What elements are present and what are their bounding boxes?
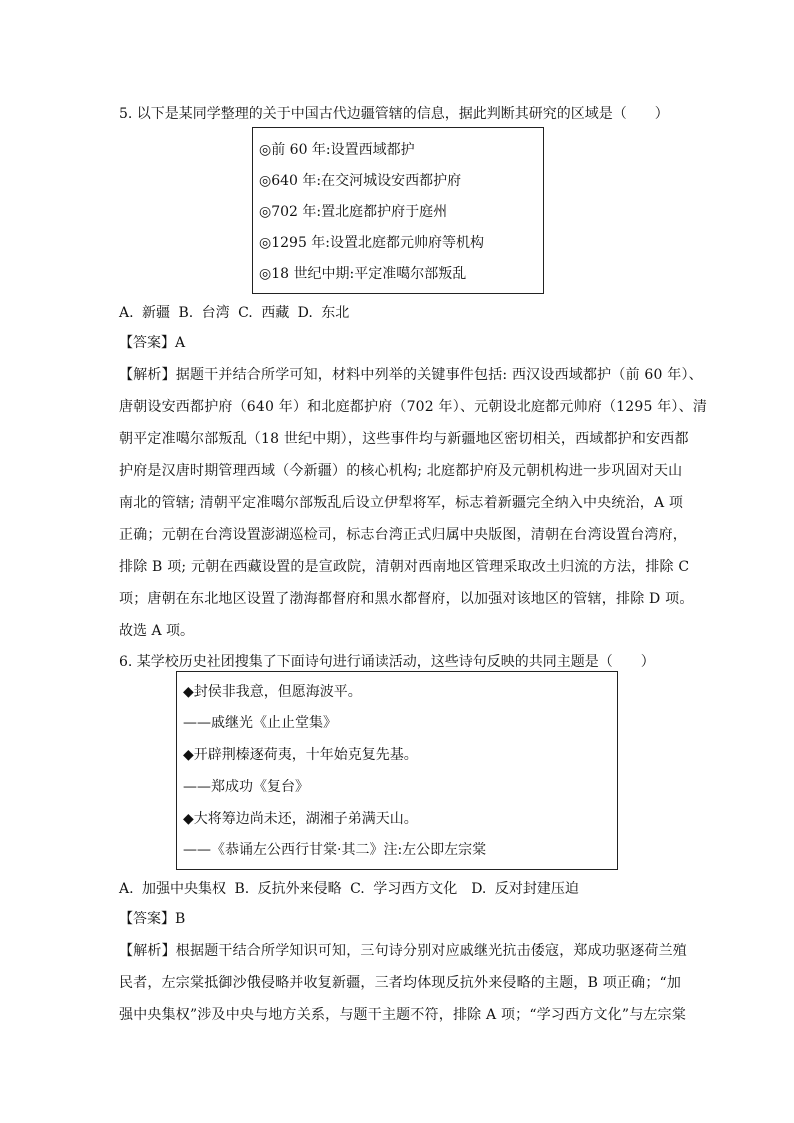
q5-box-line: ◎640 年:在交河城设安西都护府: [259, 173, 462, 189]
q5-analysis-line: 排除 B 项; 元朝在西藏设置的是宣政院，清朝对西南地区管理采取改土归流的方法，排除 C: [119, 559, 690, 575]
q6-poem-box: [176, 671, 618, 870]
q5-answer: 【答案】A: [119, 335, 186, 351]
q5-box-line: ◎702 年:置北庭都护府于庭州: [259, 204, 448, 220]
q5-analysis-line: 南北的管辖; 清朝平定准噶尔部叛乱后设立伊犁将军，标志着新疆完全纳入中央统治，A 项: [119, 495, 684, 511]
q5-options: A. 新疆 B. 台湾 C. 西藏 D. 东北: [119, 305, 350, 321]
q5-analysis-line: 项；唐朝在东北地区设置了渤海都督府和黑水都督府，以加强对该地区的管辖，排除 D 项。: [119, 591, 694, 607]
q6-box-line: ◆大将筹边尚未还，湖湘子弟满天山。: [183, 811, 418, 827]
q6-stem: 6. 某学校历史社团搜集了下面诗句进行诵读活动，这些诗句反映的共同主题是（ ）: [119, 654, 655, 670]
q5-analysis-line: 唐朝设安西都护府（640 年）和北庭都护府（702 年）、元朝设北庭都元帅府（1295 年）、清: [119, 399, 708, 415]
q5-analysis-line: 护府是汉唐时期管理西域（今新疆）的核心机构; 北庭都护府及元朝机构进一步巩固对天山: [119, 463, 683, 479]
q5-analysis-line: 正确；元朝在台湾设置澎湖巡检司，标志台湾正式归属中央版图，清朝在台湾设置台湾府，: [119, 527, 687, 543]
q5-info-box: [252, 127, 544, 294]
q5-stem: 5. 以下是某同学整理的关于中国古代边疆管辖的信息，据此判断其研究的区域是（ ）: [119, 106, 669, 122]
q6-box-line: ——郑成功《复台》: [183, 779, 309, 795]
q6-box-line: ——戚继光《止止堂集》: [183, 715, 337, 731]
q6-box-line: ◆封侯非我意，但愿海波平。: [183, 684, 362, 700]
q6-analysis-line: 民者，左宗棠抵御沙俄侵略并收复新疆，三者均体现反抗外来侵略的主题，B 项正确；“加: [119, 975, 682, 991]
q6-options: A. 加强中央集权 B. 反抗外来侵略 C. 学习西方文化 D. 反对封建压迫: [119, 881, 579, 897]
q6-analysis-line: 【解析】根据题干结合所学知识可知，三句诗分别对应戚继光抗击倭寇，郑成功驱逐荷兰殖: [119, 943, 687, 959]
q5-analysis-line: 故选 A 项。: [119, 623, 195, 639]
q5-box-line: ◎1295 年:设置北庭都元帅府等机构: [259, 235, 485, 251]
q5-box-line: ◎前 60 年:设置西域都护: [259, 142, 415, 158]
q5-box-line: ◎18 世纪中期:平定准噶尔部叛乱: [259, 266, 467, 282]
q5-analysis-line: 朝平定准噶尔部叛乱（18 世纪中期），这些事件均与新疆地区密切相关，西域都护和安西都: [119, 431, 689, 447]
q6-box-line: ◆开辟荆榛逐荷夷，十年始克复先基。: [183, 747, 418, 763]
q5-analysis-line: 【解析】据题干并结合所学可知，材料中列举的关键事件包括: 西汉设西域都护（前 60 年）、: [119, 367, 703, 383]
q6-answer: 【答案】B: [119, 911, 186, 927]
q6-analysis-line: 强中央集权”涉及中央与地方关系，与题干主题不符，排除 A 项；“学习西方文化”与左宗棠: [119, 1007, 687, 1023]
q6-box-line: ——《恭诵左公西行甘棠·其二》注:左公即左宗棠: [183, 842, 487, 858]
